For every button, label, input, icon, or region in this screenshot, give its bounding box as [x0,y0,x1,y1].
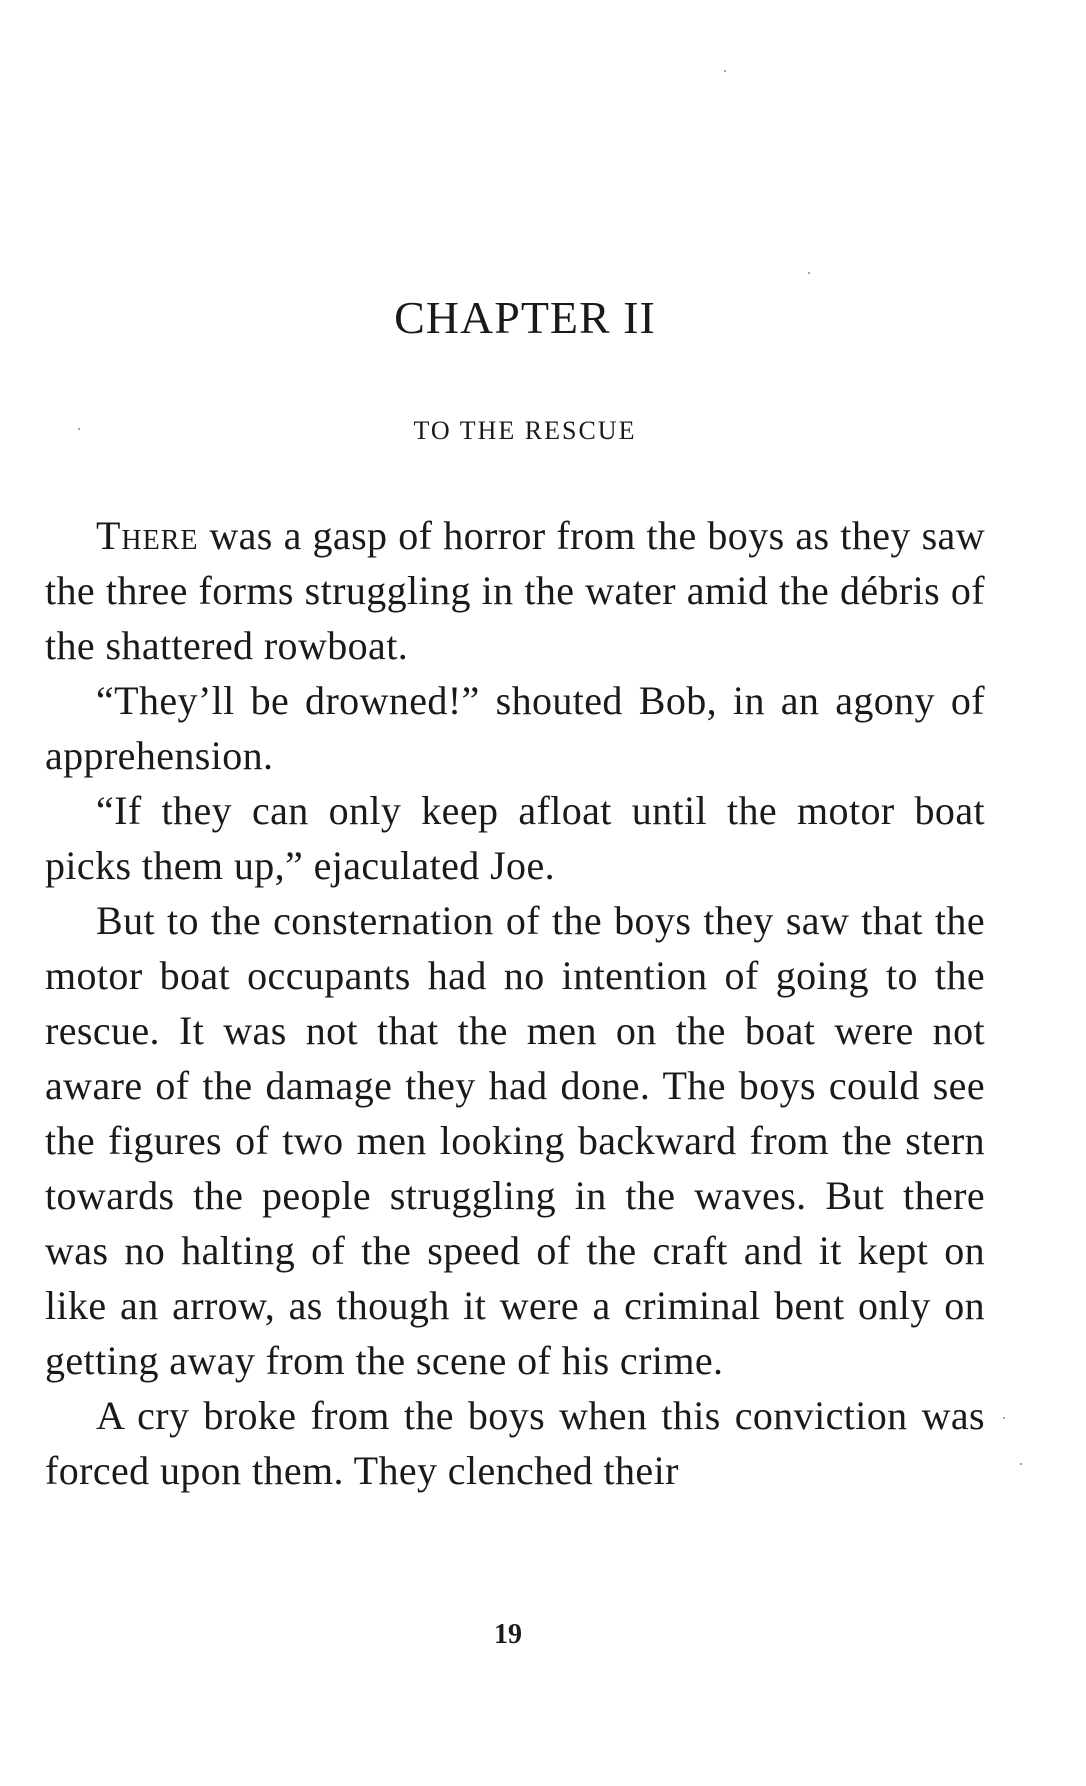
body-text [45,508,985,1498]
paper-speck [1020,1463,1022,1465]
paper-speck [1003,1417,1005,1419]
chapter-title: TO THE RESCUE [413,416,637,445]
paragraph: A cry broke from the boys when this conviction was forced upon them. They clenched their [45,1393,985,1493]
paragraph: “If they can only keep afloat until the motor boat picks them up,” ejaculated Joe. [45,788,985,888]
paper-speck [808,272,810,274]
page-number: 19 [494,1619,522,1650]
paragraph [45,508,985,673]
paragraph-lead-word: There [96,513,199,558]
paragraph: But to the consternation of the boys they saw that the motor boat occupants had no intention of going to the rescue. It was not that the men on the boat were not aware of the damage they had done. The boys could see the figures of two men looking backward from the stern towards the people struggling in the waves. But there was no halting of the speed of the craft and it kept on like an arrow, as though it were a criminal bent only on getting away from the scene of his crime. [45,898,985,1383]
chapter-heading: CHAPTER II [394,292,656,343]
paper-speck [78,428,80,430]
paragraph: “They’ll be drowned!” shouted Bob, in an agony of apprehension. [45,678,985,778]
paper-speck [724,70,726,72]
paragraph-text: was a gasp of horror from the boys as they saw the three forms struggling in the water amid the débris of the shattered rowboat. [45,513,985,668]
